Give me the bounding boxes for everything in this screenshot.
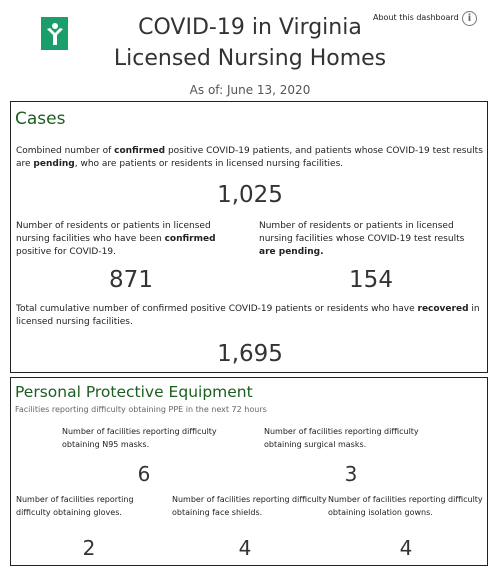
combined-text-bold: confirmed xyxy=(114,146,166,156)
about-dashboard-link[interactable]: About this dashboard xyxy=(373,13,459,22)
combined-text-part: Combined number of xyxy=(16,146,115,156)
confirmed-text-part: positive for COVID-19. xyxy=(16,247,116,257)
gowns-label: Number of facilities reporting difficulty obtaining isolation gowns. xyxy=(328,495,483,517)
recovered-value: 1,695 xyxy=(217,341,283,367)
pending-text-part: Number of residents or patients in licensed nursing facilities whose COVID-19 test results xyxy=(259,221,465,244)
combined-text-part: positive COVID-19 patients, and patients whose COVID-19 test results are xyxy=(16,146,483,169)
recovered-text-part: Total cumulative number of confirmed positive COVID-19 patients or residents who have xyxy=(16,304,418,314)
pending-description xyxy=(259,220,481,259)
gloves-value: 2 xyxy=(82,536,96,560)
recovered-text-bold: recovered xyxy=(417,304,469,314)
cases-panel xyxy=(10,101,488,373)
cases-title: Cases xyxy=(15,109,66,129)
recovered-description xyxy=(16,303,486,329)
face-shields-label: Number of facilities reporting difficulty obtaining face shields. xyxy=(172,495,327,517)
confirmed-description xyxy=(16,220,236,259)
n95-label: Number of facilities reporting difficulty obtaining N95 masks. xyxy=(62,427,217,449)
ppe-panel xyxy=(10,377,488,566)
logo-figure-icon xyxy=(44,21,66,47)
surgical-label: Number of facilities reporting difficulty obtaining surgical masks. xyxy=(264,427,419,449)
pending-value: 154 xyxy=(349,267,393,293)
pending-text-bold: are pending. xyxy=(259,247,324,257)
info-icon[interactable]: i xyxy=(462,11,477,26)
vdh-logo xyxy=(41,17,68,50)
as-of-date: As of: June 13, 2020 xyxy=(189,83,311,97)
title-line-2: Licensed Nursing Homes xyxy=(113,46,387,71)
combined-text-bold: pending xyxy=(33,159,75,169)
confirmed-value: 871 xyxy=(109,267,153,293)
confirmed-text-bold: confirmed xyxy=(164,234,216,244)
confirmed-text-part: Number of residents or patients in licensed nursing facilities who have been xyxy=(16,221,211,244)
combined-value: 1,025 xyxy=(217,182,283,208)
ppe-subtitle: Facilities reporting difficulty obtaining PPE in the next 72 hours xyxy=(15,405,267,414)
combined-text-part: , who are patients or residents in licensed nursing facilities. xyxy=(74,159,344,169)
gloves-label: Number of facilities reporting difficulty obtaining gloves. xyxy=(16,495,134,517)
face-shields-value: 4 xyxy=(238,536,252,560)
ppe-title: Personal Protective Equipment xyxy=(15,383,253,401)
surgical-value: 3 xyxy=(344,462,358,486)
gowns-value: 4 xyxy=(399,536,413,560)
combined-description xyxy=(16,145,486,171)
page-title xyxy=(100,12,400,74)
title-line-1: COVID-19 in Virginia xyxy=(138,15,362,40)
n95-value: 6 xyxy=(137,462,151,486)
recovered-text-part: in licensed nursing facilities. xyxy=(16,304,480,327)
